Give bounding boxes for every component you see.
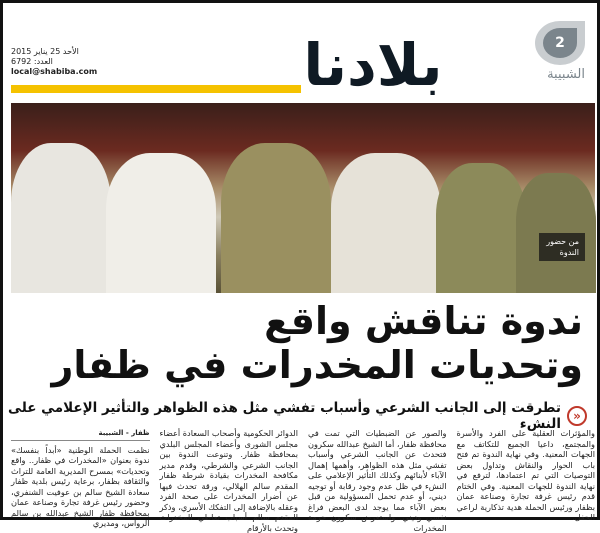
article-body bbox=[11, 428, 595, 533]
chevron-icon: « bbox=[567, 406, 587, 426]
byline: ظفار - الشبيبة bbox=[11, 428, 150, 441]
issue-date: الأحد 25 يناير 2015 bbox=[11, 47, 79, 56]
article-headline bbox=[13, 299, 583, 387]
headline-line-2: وتحديات المخدرات في ظفار bbox=[51, 343, 583, 387]
article-photo bbox=[11, 103, 595, 293]
article-column bbox=[11, 428, 150, 528]
page-number: 2 bbox=[543, 28, 577, 58]
brand-logo bbox=[535, 21, 585, 65]
article-column: والمؤثرات العقلية على الفرد والأسرة والمجتمع، داعيا الجميع للتكاتف مع الجهات المعنية. وفي نهاية الندوة تم فتح باب الحوار والنقاش وتداول بعض التوصيات التي تم اعتمادها، لترفع في نهاية الندوة للجهات المعنية. وفي الختام قدم رئيس غرفة تجارة وصناعة عمان بظفار ورئيس الحملة هدية تذكارية لراعي الحفل. bbox=[456, 428, 595, 522]
headline-line-1: ندوة تناقش واقع bbox=[264, 299, 583, 343]
subheadline-text: تطرقت إلى الجانب الشرعي وأسباب تفشي مثل هذه الظواهر والتأثير الإعلامي على النشء bbox=[8, 400, 561, 432]
accent-bar bbox=[11, 85, 301, 93]
column-text: نظمت الحملة الوطنية «أبداً بنفسك» ندوة بعنوان «المخدرات في ظفار.. واقع وتحديات» بمسرح المديرية العامة للتراث والثقافة بظفار، برعاية رئيس بلدية ظفار سعادة الشيخ سالم بن عوفيت الشنفري، وحضور رئيس غرفة تجارة وصناعة عمان بمحافظة ظفار الشيخ عبدالله بن سالم الرواس، ومديري bbox=[11, 444, 150, 528]
issue-number: العدد: 6792 bbox=[11, 57, 53, 66]
section-title: بلادنا bbox=[303, 31, 443, 99]
brand-name: الشبيبة bbox=[547, 67, 585, 82]
photo-caption: من حضور الندوة bbox=[539, 233, 585, 261]
contact-email[interactable]: local@shabiba.com bbox=[11, 67, 98, 76]
article-column: والصور عن الضبطيات التي تمت في محافظة ظفار، أما الشيخ عبدالله سكرون فتحدث عن الجانب الشرعي وأسباب تفشي مثل هذه الظواهر، وأهمها إهمال الآباء لأبنائهم وكذلك التأثير الإعلامي على النشء في ظل عدم وجود رقابة أو توجيه ديني، أو عدم تحمل المسؤولية من قبل بعض الآباء مما يوجد لدى البعض فراغ نفسي وديني. واستعرض سكرون حرمة المخدرات bbox=[308, 428, 447, 533]
issue-info bbox=[11, 47, 97, 77]
article-column: الدوائر الحكومية وأصحاب السعادة أعضاء مجلس الشورى وأعضاء المجلس البلدي بمحافظة ظفار. وتنوعت الندوة بين الجانب الشرعي والشرطي، وقدم مدير مكافحة المخدرات بقيادة شرطة ظفار المقدم سالم الهلالي، ورقة تحدث فيها عن أضرار المخدرات على صحة الفرد وعقله بالإضافة إلى التفكك الأسري، وذكر المقدم سالم أسباب تعاطي المخدرات وتحدث بالأرقام bbox=[159, 428, 298, 533]
